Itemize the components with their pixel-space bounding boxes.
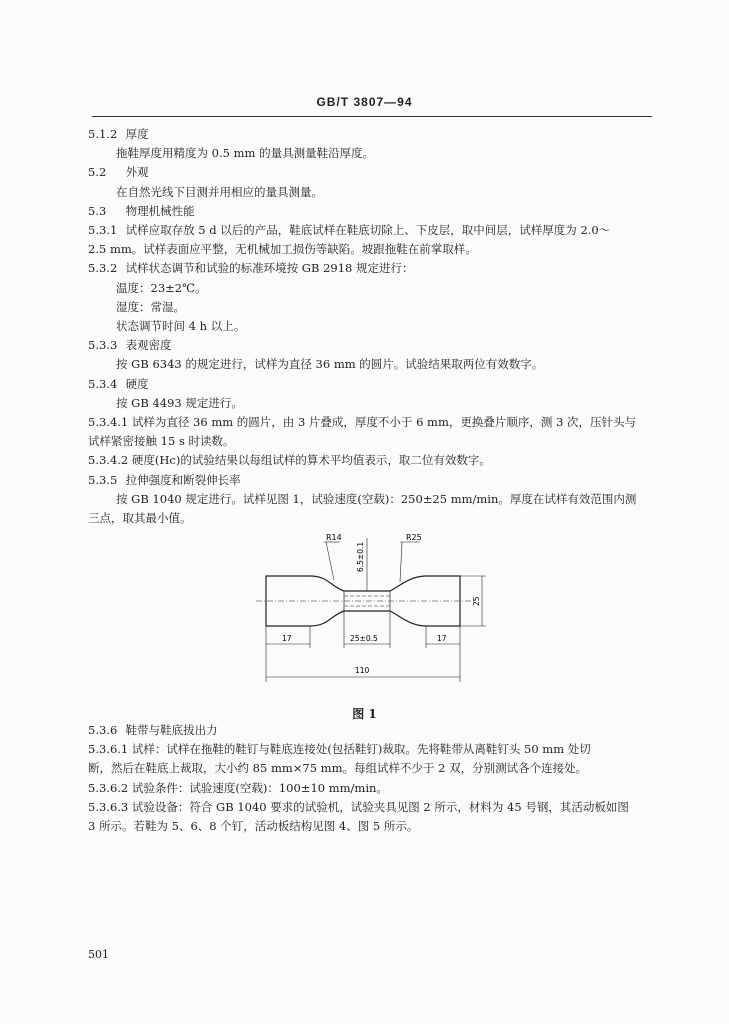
section-number: 5.3.6.1 [88,742,129,757]
section-number: 5.3.4 [88,376,118,391]
line-text: 拖鞋厚度用精度为 0.5 mm 的量具测量鞋沿厚度。 [116,146,375,161]
header-rule [92,116,652,117]
line-text: 硬度 [125,376,149,391]
middle-length-label: 25±0.5 [350,634,378,643]
line-text: 物理机械性能 [125,203,195,218]
left-length-label: 17 [282,634,292,643]
section-number: 5.3.4.1 [88,415,129,429]
line-text: 试样为直径 36 mm 的圆片，由 3 片叠成，厚度不小于 6 mm，更换叠片顺序，测 3 次，压针头与 [131,415,636,429]
section-line [88,472,241,488]
line-text: 按 GB 1040 规定进行。试样见图 1，试验速度(空载)：250±25 mm/min。厚度在试样有效范围内测 [116,491,637,506]
section-line [88,376,149,392]
body-line [116,145,374,161]
line-text: 试验条件：试验速度(空载)：100±10 mm/min。 [131,780,388,795]
body-line [116,184,323,200]
section-number: 5.3.4.2 [88,453,129,468]
line-text: 鞋带与鞋底拔出力 [125,723,218,737]
section-line [88,260,414,276]
section-number: 5.3.3 [88,338,118,353]
line-text: 3 所示。若鞋为 5、6、8 个钉，活动板结构见图 4、图 5 所示。 [88,819,419,833]
body-line [88,510,192,526]
line-text: 断，然后在鞋底上裁取，大小约 85 mm×75 mm。每组试样不少于 2 双，分别测试各个连接处。 [88,761,588,776]
section-number: 5.3.1 [88,223,118,237]
line-text: 试样紧密接触 15 s 时读数。 [88,434,235,449]
total-height-label: 25 [472,596,481,606]
section-number: 5.3.6 [88,723,118,737]
section-line [88,722,218,738]
specimen-figure [250,530,510,690]
section-line [88,126,149,142]
section-number: 5.3.6.3 [88,799,129,814]
body-line [88,760,587,776]
body-line [88,818,418,834]
section-line [88,741,591,757]
section-line [88,222,610,238]
section-number: 5.3.6.2 [88,780,129,795]
section-number: 5.3.5 [88,472,118,487]
line-text: 试样状态调节和试验的标准环境按 GB 2918 规定进行： [125,261,414,276]
line-text: 按 GB 4493 规定进行。 [116,395,243,410]
section-number: 5.2 [88,165,107,180]
line-text: 三点，取其最小值。 [88,511,192,525]
line-text: 湿度：常湿。 [116,299,185,314]
section-line [88,799,629,815]
section-line [88,414,636,430]
radius-right-label: R25 [406,533,422,542]
right-length-label: 17 [437,634,447,643]
section-line [88,780,388,796]
section-line [88,452,491,468]
standard-number-header: GB/T 3807—94 [316,95,413,109]
body-line [116,280,206,296]
body-line [88,433,235,449]
section-number: 5.3.2 [88,261,118,276]
line-text: 试样应取存放 5 d 以后的产品，鞋底试样在鞋底切除上、下皮层，取中间层，试样厚度为 2.0～ [125,223,611,237]
section-line [88,337,172,353]
section-line [88,164,149,180]
section-number: 5.3 [88,203,107,218]
line-text: 试验设备：符合 GB 1040 要求的试验机，试验夹具见图 2 所示，材料为 45 号钢，其活动板如图 [131,799,629,814]
line-text: 硬度(Hc)的试验结果以每组试样的算术平均值表示，取二位有效数字。 [131,453,491,468]
body-line [116,318,245,334]
radius-left-label: R14 [326,533,342,542]
line-text: 厚度 [125,127,149,141]
line-text: 2.5 mm。试样表面应平整，无机械加工损伤等缺陷。坡跟拖鞋在前掌取样。 [88,242,477,257]
body-line [116,491,636,507]
body-line [116,395,243,411]
page-number: 501 [88,948,109,961]
section-line [88,203,195,219]
line-text: 试样：试样在拖鞋的鞋钉与鞋底连接处(包括鞋钉)裁取。先将鞋带从离鞋钉头 50 mm 处切 [131,742,591,757]
body-line [116,356,543,372]
line-text: 温度：23±2℃。 [116,280,207,295]
line-text: 状态调节时间 4 h 以上。 [116,319,246,333]
total-length-label: 110 [355,666,370,675]
line-text: 外观 [125,165,149,180]
body-line [88,241,477,257]
line-text: 在自然光线下目测并用相应的量具测量。 [116,184,323,199]
figure-caption: 图 1 [352,707,377,721]
neck-height-label: 6.5±0.1 [356,541,365,572]
section-number: 5.1.2 [88,127,118,141]
body-line [116,299,185,315]
line-text: 表观密度 [125,338,172,353]
line-text: 按 GB 6343 的规定进行，试样为直径 36 mm 的圆片。试验结果取两位有效数字。 [116,357,544,372]
line-text: 拉伸强度和断裂伸长率 [125,472,241,487]
